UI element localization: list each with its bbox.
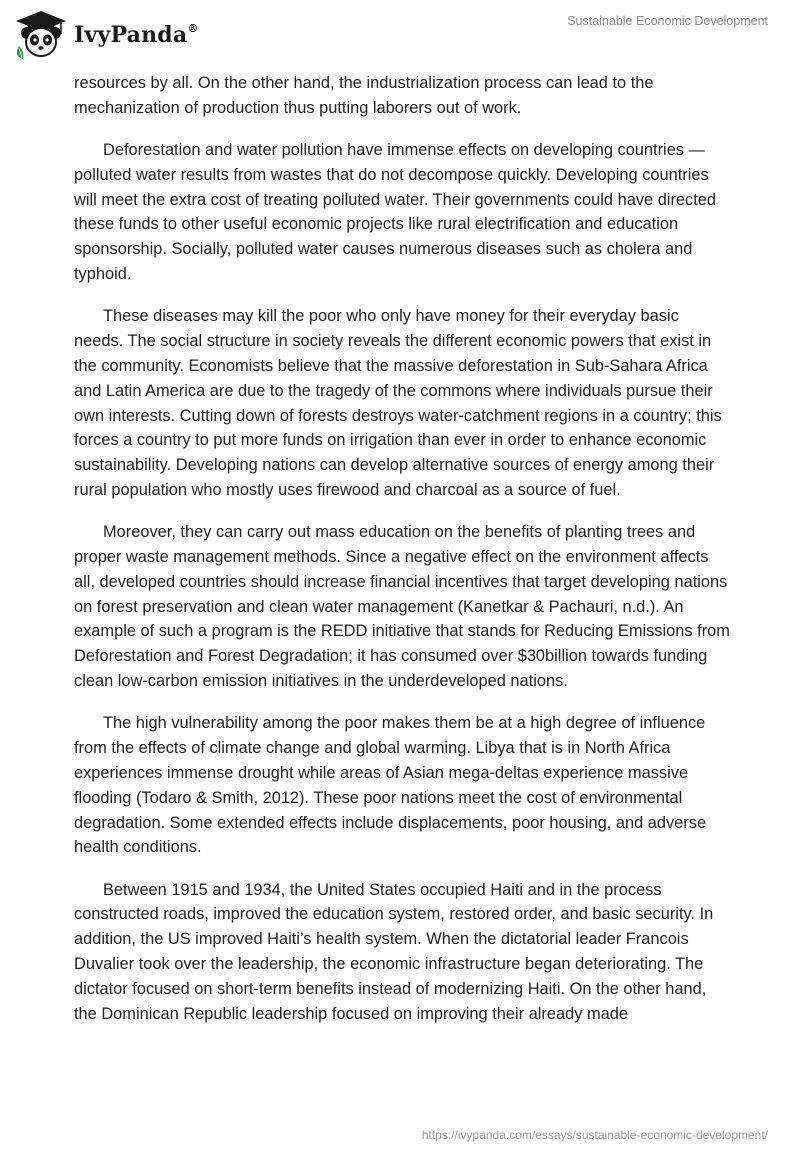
essay-body: [74, 71, 730, 1044]
brand-name: IvyPanda®: [74, 21, 199, 48]
ivypanda-logo[interactable]: [14, 8, 199, 62]
paragraph: resources by all. On the other hand, the industrialization process can lead to the mechanization of production thus putting laborers out of work.: [74, 74, 654, 117]
source-url[interactable]: https://ivypanda.com/essays/sustainable-economic-development/: [421, 1128, 768, 1142]
paragraph: Moreover, they can carry out mass education on the benefits of planting trees and proper waste management methods. Since a negative effect on the environment affects all, developed countries should increase financial incentives that target developing nations on forest preservation and clean water management (Kanetkar & Pachauri, n.d.). An example of such a program is the REDD initiative that stands for Reducing Emissions from Deforestation and Forest Degradation; it has consumed over $30billion towards funding clean low-carbon emission initiatives in the underdeveloped nations.: [74, 523, 730, 691]
paragraph: These diseases may kill the poor who only have money for their everyday basic needs. The social structure in society reveals the different economic powers that exist in the community. Economists believe that the massive deforestation in Sub-Sahara Africa and Latin America are due to the tragedy of the commons where individuals pursue their own interests. Cutting down of forests destroys water-catchment regions in a country; this forces a country to put more funds on irrigation than ever in order to enhance economic sustainability. Developing nations can develop alternative sources of energy among their rural population who mostly uses firewood and charcoal as a source of fuel.: [74, 307, 722, 499]
document-title: Sustainable Economic Development: [567, 14, 768, 28]
paragraph: Deforestation and water pollution have immense effects on developing countries — polluted water results from wastes that do not decompose quickly. Developing countries will meet the extra cost of treating polluted water. Their governments could have directed these funds to other useful economic projects like rural electrification and education sponsorship. Socially, polluted water causes numerous diseases such as cholera and typhoid.: [74, 141, 717, 284]
paragraph: The high vulnerability among the poor makes them be at a high degree of influence from the effects of climate change and global warming. Libya that is in North Africa experiences immense drought while areas of Asian mega-deltas experience massive flooding (Todaro & Smith, 2012). These poor nations meet the cost of environmental degradation. Some extended effects include displacements, poor housing, and adverse health conditions.: [74, 714, 707, 857]
panda-graduate-icon: [14, 8, 68, 62]
page-header: [0, 0, 800, 70]
paragraph: Between 1915 and 1934, the United States occupied Haiti and in the process constructed roads, improved the education system, restored order, and basic security. In addition, the US improved Haiti’s health system. When the dictatorial leader Francois Duvalier took over the leadership, the economic infrastructure began deteriorating. The dictator focused on short-term benefits instead of modernizing Haiti. On the other hand, the Dominican Republic leadership focused on improving their already made: [74, 880, 714, 1023]
